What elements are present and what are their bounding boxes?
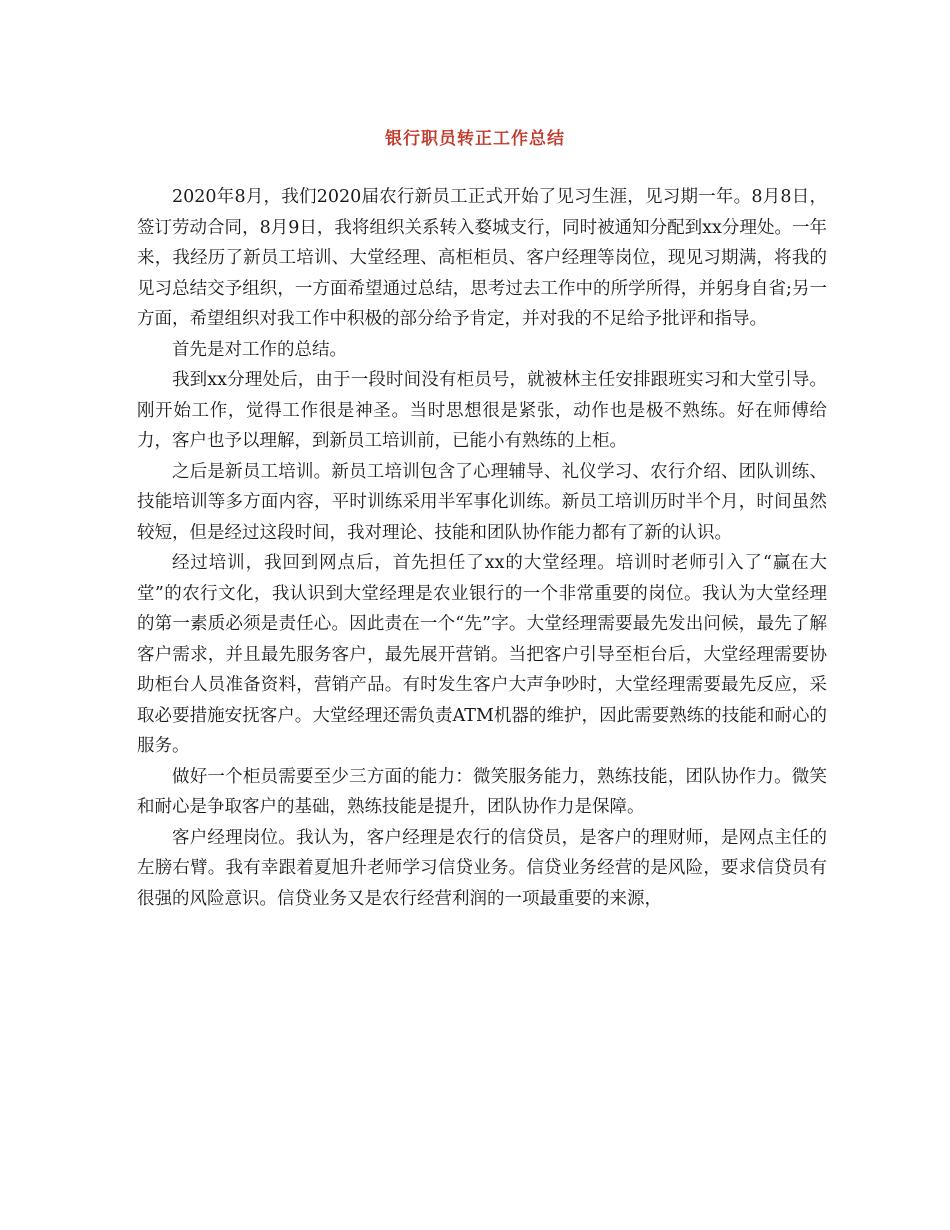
paragraph-lobby-manager: 经过培训，我回到网点后，首先担任了xx的大堂经理。培训时老师引入了“赢在大堂”的农行文化，我认识到大堂经理是农业银行的一个非常重要的岗位。我认为大堂经理的第一素质必须是责任心。因此责在一个“先”字。大堂经理需要最先发出问候，最先了解客户需求，并且最先服务客户，最先展开营销。当把客户引导至柜台后，大堂经理需要协助柜台人员准备资料，营销产品。有时发生客户大声争吵时，大堂经理需要最先反应，采取必要措施安抚客户。大堂经理还需负责ATM机器的维护，因此需要熟练的技能和耐心的服务。: [137, 553, 827, 756]
document-title: 银行职员转正工作总结: [385, 129, 565, 149]
paragraph-branch-start: 我到xx分理处后，由于一段时间没有柜员号，就被林主任安排跟班实习和大堂引导。刚开始工作，觉得工作很是神圣。当时思想很是紧张，动作也是极不熟练。好在师傅给力，客户也予以理解，到新员工培训前，已能小有熟练的上柜。: [137, 370, 827, 451]
paragraph-account-manager: 客户经理岗位。我认为，客户经理是农行的信贷员，是客户的理财师，是网点主任的左膀右臂。我有幸跟着夏旭升老师学习信贷业务。信贷业务经营的是风险，要求信贷员有很强的风险意识。信贷业务又是农行经营利润的一项最重要的来源，: [137, 827, 827, 909]
paragraph-work-summary-heading: 首先是对工作的总结。: [172, 339, 347, 360]
paragraph-training: 之后是新员工培训。新员工培训包含了心理辅导、礼仪学习、农行介绍、团队训练、技能培训等多方面内容，平时训练采用半军事化训练。新员工培训历时半个月，时间虽然较短，但是经过这段时间，我对理论、技能和团队协作能力都有了新的认识。: [137, 461, 827, 543]
paragraph-intro: 2020年8月，我们2020届农行新员工正式开始了见习生涯，见习期一年。8月8日，签订劳动合同，8月9日，我将组织关系转入婺城支行，同时被通知分配到xx分理处。一年来，我经历了新员工培训、大堂经理、高柜柜员、客户经理等岗位，现见习期满，将我的见习总结交予组织，一方面希望通过总结，思考过去工作中的所学所得，并躬身自省;另一方面，希望组织对我工作中积极的部分给予肯定，并对我的不足给予批评和指导。: [137, 187, 827, 329]
document-body: [137, 182, 827, 914]
paragraph-teller: 做好一个柜员需要至少三方面的能力：微笑服务能力，熟练技能，团队协作力。微笑和耐心是争取客户的基础，熟练技能是提升，团队协作力是保障。: [137, 766, 827, 817]
